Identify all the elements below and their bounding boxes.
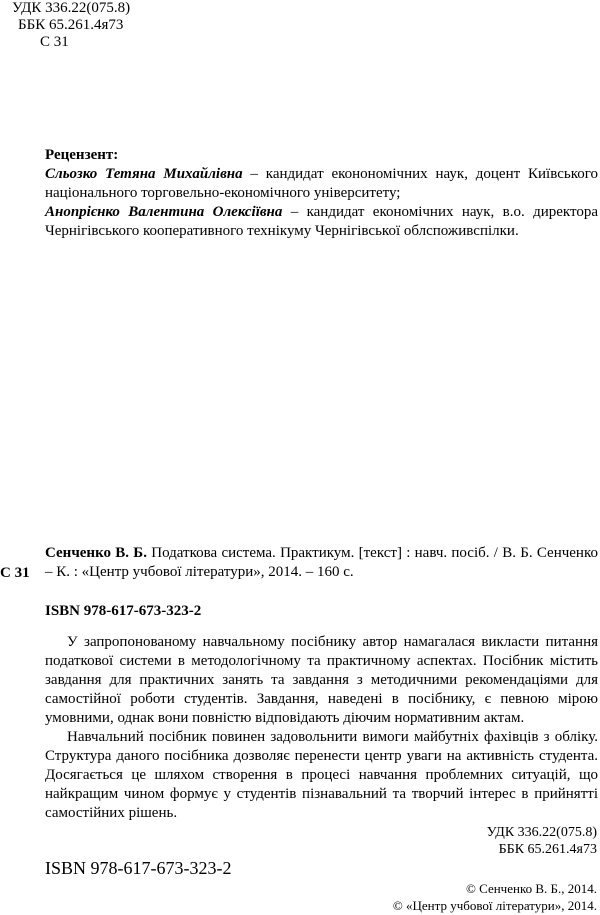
margin-author-mark: С 31 (0, 565, 30, 581)
record-description: Податкова система. Практикум. [текст] : навч. посіб. / В. Б. Сенченко – К. : «Центр учбової літератури», 2014. – 160 с. (45, 545, 598, 580)
reviewer-2-details: – кандидат економічних наук, в.о. директора Чернігівського кооперативного технікуму Чернігівської облспоживспілки. (45, 204, 598, 239)
author-mark: С 31 (40, 34, 69, 50)
bbk-code: ББК 65.261.4я73 (18, 17, 124, 33)
copyright-author: © Сенченко В. Б., 2014. (466, 881, 597, 896)
isbn-record: ISBN 978-617-673-323-2 (45, 603, 202, 619)
abstract-paragraph-2: Навчальний посібник повинен задовольнити вимоги майбутніх фахівців з обліку. Структура даного посібника дозволяє перенести центр уваги на активність студента. Досягається це шляхом створення в процесі навчання проблемних ситуацій, що найкращим чином формує у студентів пізнавальний та творчий інтерес в прийнятті самостійних рішень. (45, 729, 598, 821)
reviewer-1 (45, 165, 598, 203)
footer-udk: УДК 336.22(075.8) (486, 825, 597, 840)
bibliographic-record (45, 544, 598, 582)
footer-classification (487, 824, 597, 858)
copyright-publisher: © «Центр учбової літератури», 2014. (392, 898, 597, 913)
reviewer-1-details: – кандидат еконономічних наук, доцент Київського національного торговельно-економічного університету; (45, 166, 598, 201)
abstract-paragraph-1: У запропонованому навчальному посібнику автор намагалася викласти питання податкової системи в методологічному та практичному аспектах. Посібник містить завдання для практичних занять та завдання з методичними рекомендаціями для самостійної роботи студентів. Завдання, наведені в посібнику, є певною мірою умовними, однак вони повністю відповідають діючим нормативним актам. (45, 634, 598, 726)
udk-code: УДК 336.22(075.8) (12, 0, 131, 16)
reviewer-2 (45, 203, 598, 241)
reviewers-section (45, 146, 598, 241)
footer-isbn: ISBN 978-617-673-323-2 (45, 858, 232, 878)
reviewer-1-name: Сльозко Тетяна Михайлівна (45, 166, 243, 182)
abstract (45, 633, 598, 823)
footer-bbk: ББК 65.261.4я73 (498, 842, 597, 857)
reviewers-heading: Рецензент: (45, 147, 119, 163)
copyright-block (393, 880, 597, 914)
classification-block (12, 0, 130, 51)
reviewer-2-name: Анопрієнко Валентина Олексіївна (45, 204, 283, 220)
record-author: Сенченко В. Б. (45, 545, 147, 561)
